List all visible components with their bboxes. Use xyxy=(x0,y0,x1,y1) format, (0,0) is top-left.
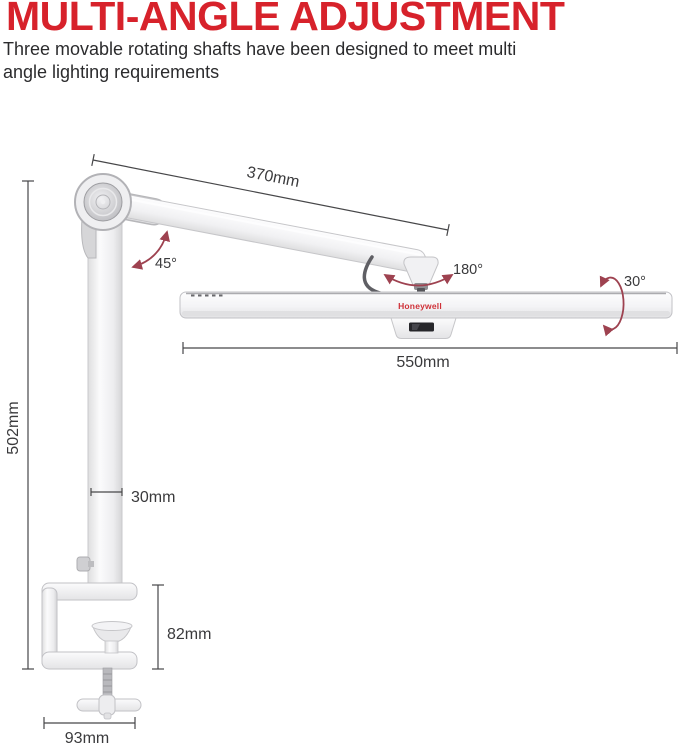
brand-logo: Honeywell xyxy=(398,301,442,311)
pivot-disc-center xyxy=(101,200,105,204)
page-title: MULTI-ANGLE ADJUSTMENT xyxy=(6,0,565,39)
angle-label-head-tilt: 30° xyxy=(624,274,646,290)
clamp-handle-hub xyxy=(99,695,115,715)
dimension-label-pole-height: 502mm xyxy=(5,401,22,455)
angle-label-head-swivel: 180° xyxy=(453,262,483,278)
dim-line-502 xyxy=(22,181,34,669)
dimension-label-head-length: 550mm xyxy=(396,354,450,371)
light-bar-bottom-shade xyxy=(182,311,670,316)
dim-line-550 xyxy=(183,342,677,354)
page-subtitle: Three movable rotating shafts have been designed to meet multi angle lighting requirements xyxy=(3,39,517,82)
dim-line-93 xyxy=(44,717,135,729)
clamp-set-screw-stem xyxy=(88,561,94,567)
dimension-label-clamp-width: 93mm xyxy=(64,730,110,747)
clamp-bottom-plate xyxy=(42,652,137,669)
dimension-label-pole-diameter: 30mm xyxy=(131,489,176,506)
angle-label-arm-tilt: 45° xyxy=(155,256,177,272)
clamp-pad-disc xyxy=(92,622,132,631)
clamp-pad-stem xyxy=(105,641,118,653)
dimension-label-clamp-height: 82mm xyxy=(167,626,212,643)
lamp-illustration xyxy=(42,174,672,719)
head-joint-cone xyxy=(404,257,438,285)
clamp-handle-tip xyxy=(104,713,111,719)
dimension-label-arm-length: 370mm xyxy=(245,163,301,192)
dim-line-82 xyxy=(152,585,164,669)
lamp-pole xyxy=(88,200,122,593)
